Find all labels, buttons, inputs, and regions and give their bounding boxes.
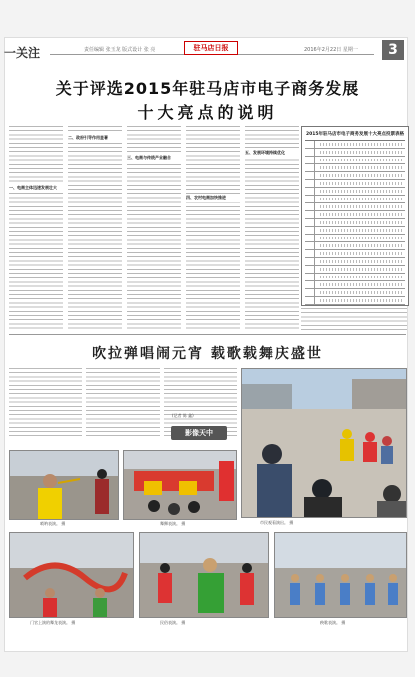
- page-header: [4, 44, 404, 64]
- vote-instructions: [301, 306, 407, 332]
- table-row: [305, 297, 405, 305]
- table-row: [305, 242, 405, 250]
- column-badge: 影像天中: [171, 426, 227, 440]
- article-column: [68, 124, 122, 329]
- article-subhead: 四、农村电商加快推进: [186, 194, 240, 202]
- article2-column: [9, 366, 82, 436]
- table-row: [305, 227, 405, 235]
- table-row: [305, 172, 405, 180]
- photo-caption: 秧歌表演。 摄: [320, 620, 346, 625]
- photo-dragon-dance-image: [10, 533, 134, 618]
- vote-table-title: 2015年驻马店市电子商务发展十大亮点投票表格: [305, 132, 405, 137]
- table-row: [305, 289, 405, 297]
- table-row: [305, 196, 405, 204]
- table-row: [305, 188, 405, 196]
- article-title-line-1: 关于评选2015年驻马店市电子商务发展: [55, 79, 360, 98]
- table-row: [305, 219, 405, 227]
- photo-lion-dance: [123, 450, 237, 520]
- article-column: [186, 124, 240, 329]
- table-row: [305, 258, 405, 266]
- photo-folk-performance: [139, 532, 269, 618]
- article-subhead: 三、电商与传统产业融合: [127, 154, 181, 162]
- table-row: [305, 250, 405, 258]
- article2-column: [86, 366, 159, 436]
- section-divider: [9, 334, 406, 335]
- photo-crowd-image: [242, 369, 407, 518]
- photo-caption: 唢呐表演。 摄: [40, 521, 66, 526]
- article-column: [9, 124, 63, 329]
- vote-table-box: [301, 126, 409, 306]
- photo-crowd: [241, 368, 407, 518]
- photo-suona-image: [10, 451, 119, 520]
- article2-title: 吹拉弹唱闹元宵 载歌载舞庆盛世: [92, 346, 323, 362]
- photo-yangge: [274, 532, 407, 618]
- table-row: [305, 235, 405, 243]
- table-row: [305, 281, 405, 289]
- photo-caption: 民俗表演。 摄: [160, 620, 186, 625]
- article-title-line-2: 十大亮点的说明: [137, 103, 278, 122]
- table-row: [305, 274, 405, 282]
- section-label: 一关注: [4, 46, 41, 60]
- table-row: [305, 211, 405, 219]
- photo-suona: [9, 450, 119, 520]
- photo-folk-performance-image: [140, 533, 269, 618]
- photo-caption: 门官上演的舞龙表演。 摄: [30, 620, 76, 625]
- table-row: [305, 141, 405, 149]
- photo-lion-dance-image: [124, 451, 237, 520]
- article-subhead: 二、政府引导作用显著: [68, 134, 122, 142]
- article-body: [9, 124, 299, 329]
- masthead-logo: 驻马店日报: [184, 41, 238, 55]
- article2-byline: (记者 陈 鑫): [172, 413, 194, 418]
- header-date: 2016年2月22日 星期一: [304, 47, 358, 53]
- photo-caption: 舞狮表演。 摄: [160, 521, 186, 526]
- article-column: [245, 124, 299, 329]
- table-row: [305, 149, 405, 157]
- vote-table: [305, 140, 405, 305]
- article-subhead: 一、电商主体迅速发展壮大: [9, 184, 63, 192]
- table-row: [305, 164, 405, 172]
- photo-yangge-image: [275, 533, 407, 618]
- photo-dragon-dance: [9, 532, 134, 618]
- table-row: [305, 203, 405, 211]
- article-column: [127, 124, 181, 329]
- table-row: [305, 180, 405, 188]
- page-number: 3: [382, 40, 404, 60]
- photo-caption: 市民观看演出。 摄: [260, 520, 294, 525]
- header-meta-left: 责任编辑 张玉龙 版式设计 张 亮: [84, 47, 156, 53]
- article-subhead: 五、发展环境持续优化: [245, 149, 299, 157]
- table-row: [305, 157, 405, 165]
- table-row: [305, 266, 405, 274]
